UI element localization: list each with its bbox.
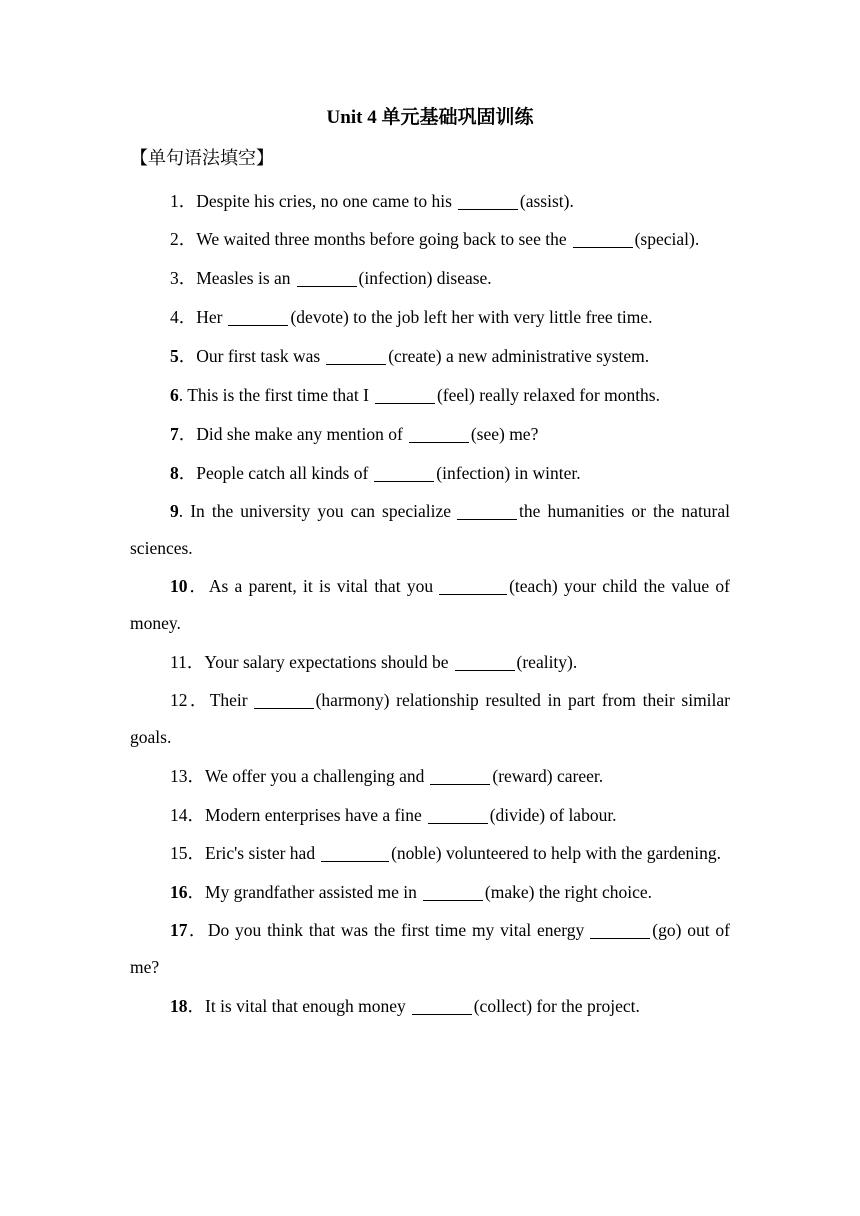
item-text-before: Measles is an bbox=[196, 268, 291, 288]
exercise-item bbox=[130, 221, 730, 258]
answer-blank[interactable] bbox=[409, 424, 469, 443]
item-text-after: (assist). bbox=[519, 191, 574, 211]
item-separator: ． bbox=[187, 766, 205, 786]
item-number: 14 bbox=[170, 805, 188, 825]
item-text-before: Our first task was bbox=[196, 346, 321, 366]
item-number: 5 bbox=[170, 346, 179, 366]
item-separator: ． bbox=[187, 805, 205, 825]
exercise-list bbox=[130, 182, 730, 1026]
exercise-item bbox=[130, 182, 730, 220]
item-number: 10 bbox=[170, 576, 188, 596]
exercise-item bbox=[130, 415, 730, 453]
item-separator: ． bbox=[178, 463, 197, 483]
item-text-before: We waited three months before going back to see the bbox=[196, 229, 567, 249]
item-number: 16 bbox=[170, 882, 188, 902]
item-text-before: Your salary expectations should be bbox=[204, 652, 449, 672]
answer-blank[interactable] bbox=[254, 690, 314, 709]
answer-blank[interactable] bbox=[457, 501, 517, 520]
item-separator: ． bbox=[187, 843, 205, 863]
answer-blank[interactable] bbox=[573, 229, 633, 248]
item-text-before: Do you think that was the first time my vital energy bbox=[207, 920, 585, 940]
item-text-after: (make) the right choice. bbox=[484, 882, 653, 902]
exercise-item bbox=[130, 912, 730, 986]
exercise-item bbox=[130, 454, 730, 492]
item-text-before: We offer you a challenging and bbox=[205, 766, 425, 786]
item-text-before: It is vital that enough money bbox=[205, 996, 406, 1016]
item-number: 18 bbox=[170, 996, 188, 1016]
page-title: Unit 4 单元基础巩固训练 bbox=[326, 107, 534, 128]
exercise-item bbox=[130, 643, 730, 681]
item-text-after: (devote) to the job left her with very little free time. bbox=[290, 307, 653, 327]
item-text-before: Despite his cries, no one came to his bbox=[196, 191, 452, 211]
item-number: 15 bbox=[170, 843, 188, 863]
item-number: 6 bbox=[170, 385, 179, 405]
exercise-item bbox=[130, 259, 730, 297]
section-heading: 【单句语法填空】 bbox=[130, 148, 274, 168]
item-text-before: This is the first time that I bbox=[187, 385, 369, 405]
item-number: 13 bbox=[170, 766, 188, 786]
item-separator: ． bbox=[178, 424, 197, 444]
answer-blank[interactable] bbox=[228, 307, 288, 326]
item-text-after: (teach) your child the value of money. bbox=[130, 576, 730, 633]
item-text-before: As a parent, it is vital that you bbox=[208, 576, 434, 596]
item-text-after: (see) me? bbox=[470, 424, 539, 444]
item-separator: ． bbox=[178, 307, 197, 327]
exercise-item bbox=[130, 682, 730, 756]
item-number: 2 bbox=[170, 229, 179, 249]
item-number: 9 bbox=[170, 501, 179, 521]
item-separator: ． bbox=[187, 576, 209, 596]
item-text-before: People catch all kinds of bbox=[196, 463, 369, 483]
item-number: 3 bbox=[170, 268, 179, 288]
item-text-after: (divide) of labour. bbox=[489, 805, 617, 825]
item-separator: ． bbox=[187, 882, 205, 902]
item-text-after: (create) a new administrative system. bbox=[388, 346, 650, 366]
item-separator: ． bbox=[178, 191, 197, 211]
item-text-before: Modern enterprises have a fine bbox=[205, 805, 422, 825]
item-text-after: (reward) career. bbox=[492, 766, 604, 786]
item-text-before: In the university you can specialize bbox=[190, 501, 452, 521]
answer-blank[interactable] bbox=[326, 346, 386, 365]
item-number: 4 bbox=[170, 307, 179, 327]
item-text-after: (collect) for the project. bbox=[473, 996, 640, 1016]
answer-blank[interactable] bbox=[423, 882, 483, 901]
exercise-item bbox=[130, 796, 730, 834]
answer-blank[interactable] bbox=[374, 463, 434, 482]
answer-blank[interactable] bbox=[439, 576, 507, 595]
item-number: 8 bbox=[170, 463, 179, 483]
answer-blank[interactable] bbox=[375, 385, 435, 404]
item-separator: ． bbox=[187, 690, 210, 710]
answer-blank[interactable] bbox=[458, 191, 518, 210]
answer-blank[interactable] bbox=[321, 843, 389, 862]
item-text-after: (reality). bbox=[516, 652, 578, 672]
item-text-before: Eric's sister had bbox=[205, 843, 316, 863]
exercise-item bbox=[130, 757, 730, 795]
item-text-after: (infection) in winter. bbox=[436, 463, 581, 483]
answer-blank[interactable] bbox=[428, 805, 488, 824]
item-text-after: (infection) disease. bbox=[358, 268, 492, 288]
exercise-item bbox=[130, 987, 730, 1025]
answer-blank[interactable] bbox=[590, 920, 650, 939]
item-text-after: (noble) volunteered to help with the gardening. bbox=[391, 843, 722, 863]
item-text-after: (special). bbox=[634, 229, 700, 249]
item-separator: ． bbox=[178, 229, 197, 249]
exercise-item bbox=[130, 337, 730, 375]
answer-blank[interactable] bbox=[430, 766, 490, 785]
item-number: 12 bbox=[170, 690, 188, 710]
item-text-after: (go) out of me? bbox=[130, 920, 730, 977]
item-separator: ． bbox=[178, 268, 197, 288]
item-number: 17 bbox=[170, 920, 188, 940]
item-text-after: (harmony) relationship resulted in part from their similar goals. bbox=[130, 690, 731, 747]
exercise-item bbox=[130, 568, 730, 642]
answer-blank[interactable] bbox=[455, 652, 515, 671]
item-separator: . bbox=[178, 385, 188, 405]
item-text-before: Did she make any mention of bbox=[196, 424, 403, 444]
item-number: 11 bbox=[170, 652, 187, 672]
answer-blank[interactable] bbox=[412, 996, 472, 1015]
exercise-item bbox=[130, 298, 730, 336]
exercise-item bbox=[130, 873, 730, 911]
item-number: 7 bbox=[170, 424, 179, 444]
item-text-before: Her bbox=[196, 307, 223, 327]
exercise-item bbox=[130, 376, 730, 414]
item-separator: ． bbox=[186, 652, 205, 672]
item-separator: ． bbox=[178, 346, 197, 366]
exercise-item bbox=[130, 835, 730, 872]
item-text-after: (feel) really relaxed for months. bbox=[436, 385, 660, 405]
item-text-after: the humanities or the natural sciences. bbox=[130, 501, 731, 558]
answer-blank[interactable] bbox=[297, 268, 357, 287]
item-separator: ． bbox=[187, 920, 208, 940]
item-text-before: Their bbox=[209, 690, 248, 710]
exercise-item bbox=[130, 493, 730, 567]
item-separator: . bbox=[178, 501, 191, 521]
item-number: 1 bbox=[170, 191, 179, 211]
item-text-before: My grandfather assisted me in bbox=[205, 882, 417, 902]
item-separator: ． bbox=[187, 996, 205, 1016]
